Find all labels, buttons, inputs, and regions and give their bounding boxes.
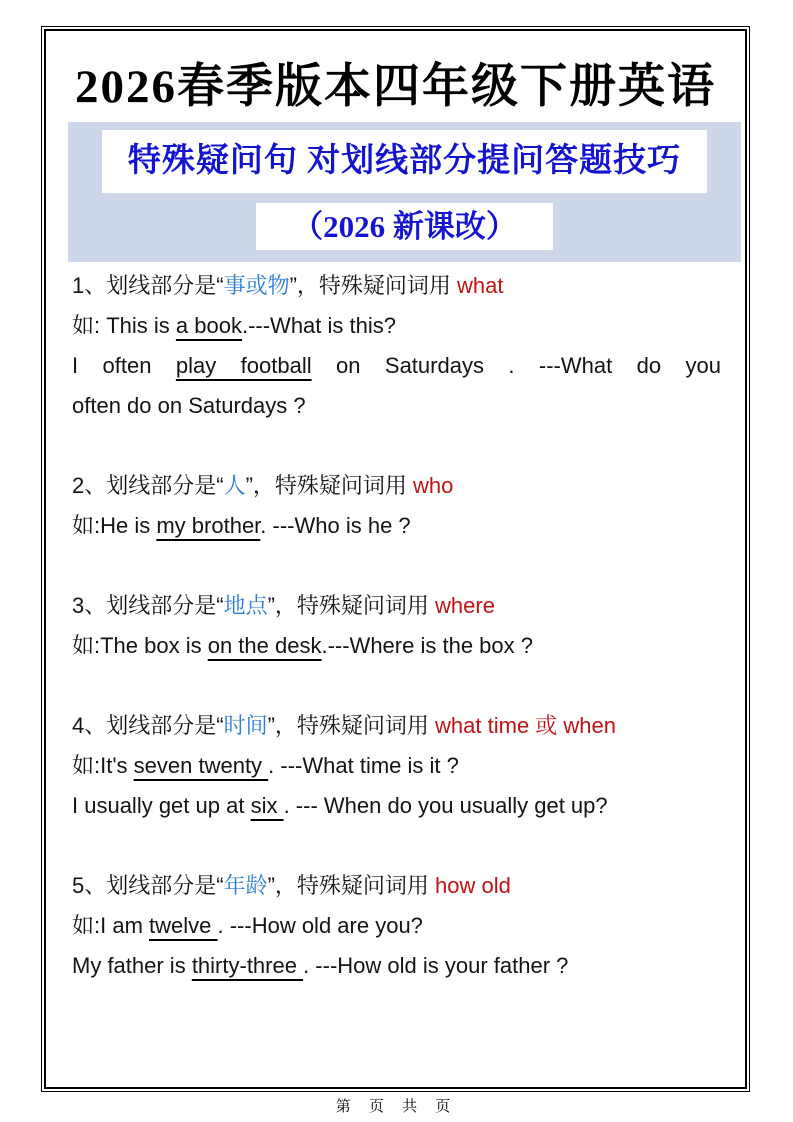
text-segment: 如:I am — [72, 913, 150, 939]
text-segment: . ---Who is he ? — [260, 513, 411, 539]
text-line — [72, 586, 721, 626]
text-segment: . ---How old are you? — [217, 913, 423, 939]
text-segment: ”，特殊疑问词用 — [267, 873, 436, 899]
question-word-keyword: how old — [435, 873, 511, 899]
text-line — [72, 786, 721, 826]
text-line — [72, 906, 721, 946]
text-segment: 如: This is — [72, 313, 176, 339]
text-segment: ”，特殊疑问词用 — [289, 273, 458, 299]
rule-section — [72, 266, 721, 426]
page-footer: 第 页 共 页 — [335, 1098, 458, 1115]
text-line — [72, 706, 721, 746]
underlined-text: a book — [175, 313, 242, 339]
text-segment: ”，特殊疑问词用 — [267, 713, 436, 739]
text-segment: ”，特殊疑问词用 — [245, 473, 414, 499]
underlined-text: on the desk — [207, 633, 322, 659]
category-term: 地点 — [223, 593, 268, 619]
rule-section — [72, 586, 721, 666]
category-term: 年龄 — [223, 873, 268, 899]
text-segment: 如:He is — [72, 513, 157, 539]
text-segment: . --- When do you usually get up? — [283, 793, 608, 819]
text-segment: My father is — [72, 953, 192, 979]
text-segment: on Saturdays . ---What do you — [311, 353, 721, 379]
text-line — [72, 946, 721, 986]
text-segment: . ---How old is your father ? — [303, 953, 569, 979]
subtitle-block — [68, 122, 741, 262]
question-word-keyword: who — [413, 473, 454, 499]
text-line — [72, 306, 721, 346]
category-term: 时间 — [223, 713, 268, 739]
underlined-text: play football — [175, 353, 312, 379]
underlined-text: seven twenty — [133, 753, 269, 779]
text-segment: .---Where is the box ? — [321, 633, 533, 659]
page-title: 2026春季版本四年级下册英语 — [75, 61, 716, 113]
text-line — [72, 346, 721, 386]
text-segment: 如:The box is — [72, 633, 208, 659]
category-term: 人 — [223, 473, 246, 499]
text-segment: 3、划线部分是“ — [72, 593, 224, 619]
rule-section — [72, 866, 721, 986]
text-line — [72, 866, 721, 906]
text-line — [72, 266, 721, 306]
text-segment: often do on Saturdays ? — [72, 393, 306, 419]
question-word-keyword: what — [457, 273, 504, 299]
question-word-keyword: what time 或 when — [435, 713, 616, 739]
subtitle-line2: （2026 新课改） — [256, 203, 553, 250]
text-segment: 5、划线部分是“ — [72, 873, 224, 899]
underlined-text: my brother — [156, 513, 261, 539]
text-segment: .---What is this? — [241, 313, 396, 339]
text-segment: 如:It's — [72, 753, 134, 779]
text-line — [72, 466, 721, 506]
text-segment: 4、划线部分是“ — [72, 713, 224, 739]
subtitle-line1: 特殊疑问句 对划线部分提问答题技巧 — [102, 130, 707, 193]
underlined-text: twelve — [149, 913, 218, 939]
text-segment: 1、划线部分是“ — [72, 273, 224, 299]
question-word-keyword: where — [435, 593, 495, 619]
rule-section — [72, 706, 721, 826]
text-line — [72, 626, 721, 666]
text-segment: ”，特殊疑问词用 — [267, 593, 436, 619]
page-border — [44, 29, 747, 1089]
text-segment: I often — [72, 353, 176, 379]
underlined-text: thirty-three — [191, 953, 304, 979]
text-segment: 2、划线部分是“ — [72, 473, 224, 499]
text-segment: . ---What time is it ? — [268, 753, 459, 779]
text-line — [72, 386, 721, 426]
text-line — [72, 746, 721, 786]
underlined-text: six — [250, 793, 284, 819]
rules-list — [72, 266, 721, 986]
category-term: 事或物 — [223, 273, 290, 299]
text-segment: I usually get up at — [72, 793, 251, 819]
text-line — [72, 506, 721, 546]
rule-section — [72, 466, 721, 546]
